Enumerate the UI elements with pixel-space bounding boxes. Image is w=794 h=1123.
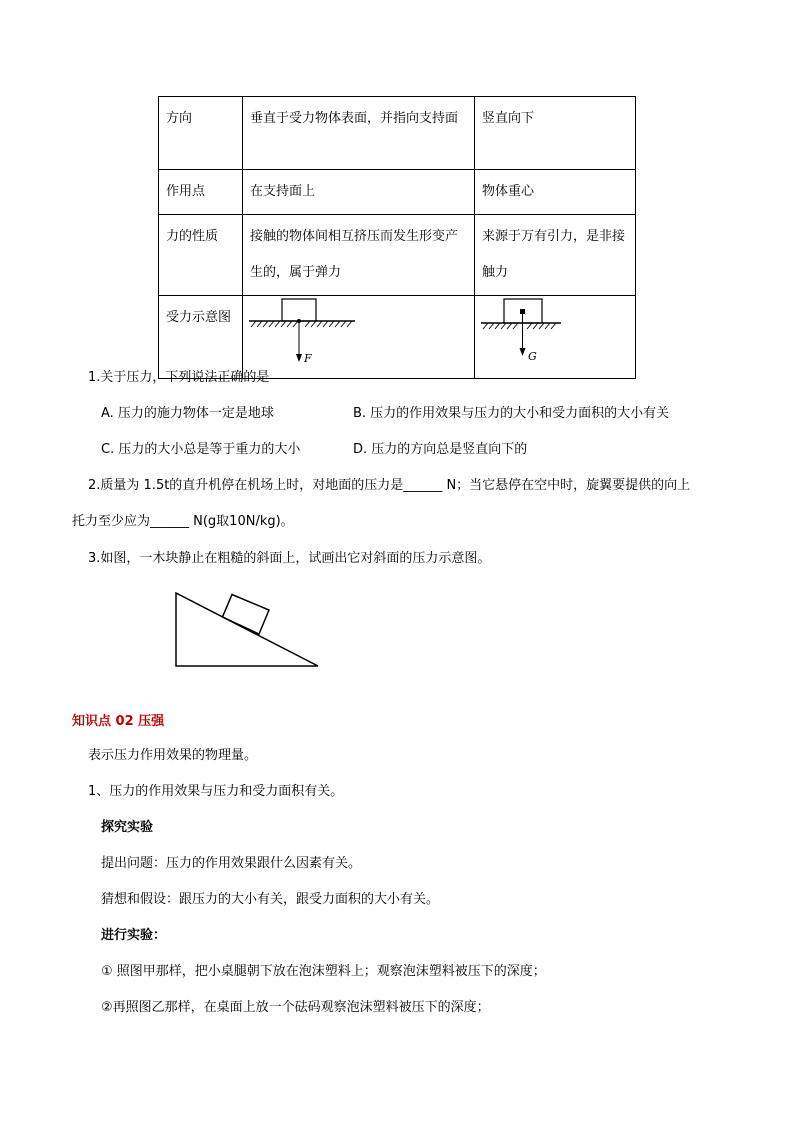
experiment-hypothesis: 猜想和假设：跟压力的大小有关，跟受力面积的大小有关。: [101, 892, 440, 907]
question-2-line-1: 2.质量为 1.5t的直升机停在机场上时，对地面的压力是______ N；当它悬停在空中时，旋翼要提供的向上: [88, 478, 691, 493]
point-1: 1、压力的作用效果与压力和受力面积有关。: [88, 784, 344, 799]
section-intro: 表示压力作用效果的物理量。: [88, 748, 258, 763]
table-row: [159, 215, 636, 296]
comparison-table: [158, 96, 636, 379]
gravity-cell: 物体重心: [475, 170, 636, 215]
question-1-option-d: D. 压力的方向总是竖直向下的: [353, 442, 528, 457]
gravity-cell: 竖直向下: [475, 97, 636, 170]
force-label-g: G: [528, 350, 537, 363]
question-3-stem: 3.如图，一木块静止在粗糙的斜面上，试画出它对斜面的压力示意图。: [88, 551, 491, 566]
table-row: [159, 296, 636, 379]
experiment-question: 提出问题：压力的作用效果跟什么因素有关。: [101, 856, 362, 871]
gravity-cell: 来源于万有引力，是非接触力: [475, 215, 636, 296]
wood-block: [223, 595, 270, 635]
row-label: 受力示意图: [159, 296, 243, 379]
section-heading: 知识点 02 压强: [72, 714, 165, 729]
question-1-option-c: C. 压力的大小总是等于重力的大小: [101, 442, 301, 457]
question-1-option-b: B. 压力的作用效果与压力的大小和受力面积的大小有关: [353, 406, 670, 421]
row-label: 作用点: [159, 170, 243, 215]
pressure-diagram-cell: [243, 296, 475, 379]
pressure-cell: 接触的物体间相互挤压而发生形变产生的，属于弹力: [243, 215, 475, 296]
row-label: 方向: [159, 97, 243, 170]
pressure-force-diagram: [249, 296, 369, 372]
pressure-cell: 垂直于受力物体表面，并指向支持面: [243, 97, 475, 170]
experiment-title: 探究实验: [101, 820, 154, 835]
question-2-line-2: 托力至少应为______ N(g取10N/kg)。: [72, 514, 294, 529]
gravity-diagram-cell: [475, 296, 636, 379]
procedure-step-2: ②再照图乙那样，在桌面上放一个砝码观察泡沫塑料被压下的深度；: [101, 1000, 490, 1015]
question-1-stem: 1.关于压力，下列说法正确的是: [88, 370, 270, 385]
row-label: 力的性质: [159, 215, 243, 296]
pressure-cell: 在支持面上: [243, 170, 475, 215]
table-row: [159, 97, 636, 170]
force-label-f: F: [304, 352, 312, 365]
table-row: [159, 170, 636, 215]
question-1-option-a: A. 压力的施力物体一定是地球: [101, 406, 274, 421]
procedure-step-1: ① 照图甲那样，把小桌腿朝下放在泡沫塑料上；观察泡沫塑料被压下的深度；: [101, 964, 546, 979]
procedure-title: 进行实验：: [101, 928, 167, 943]
gravity-force-diagram: [481, 296, 581, 372]
incline-diagram: [170, 586, 325, 672]
